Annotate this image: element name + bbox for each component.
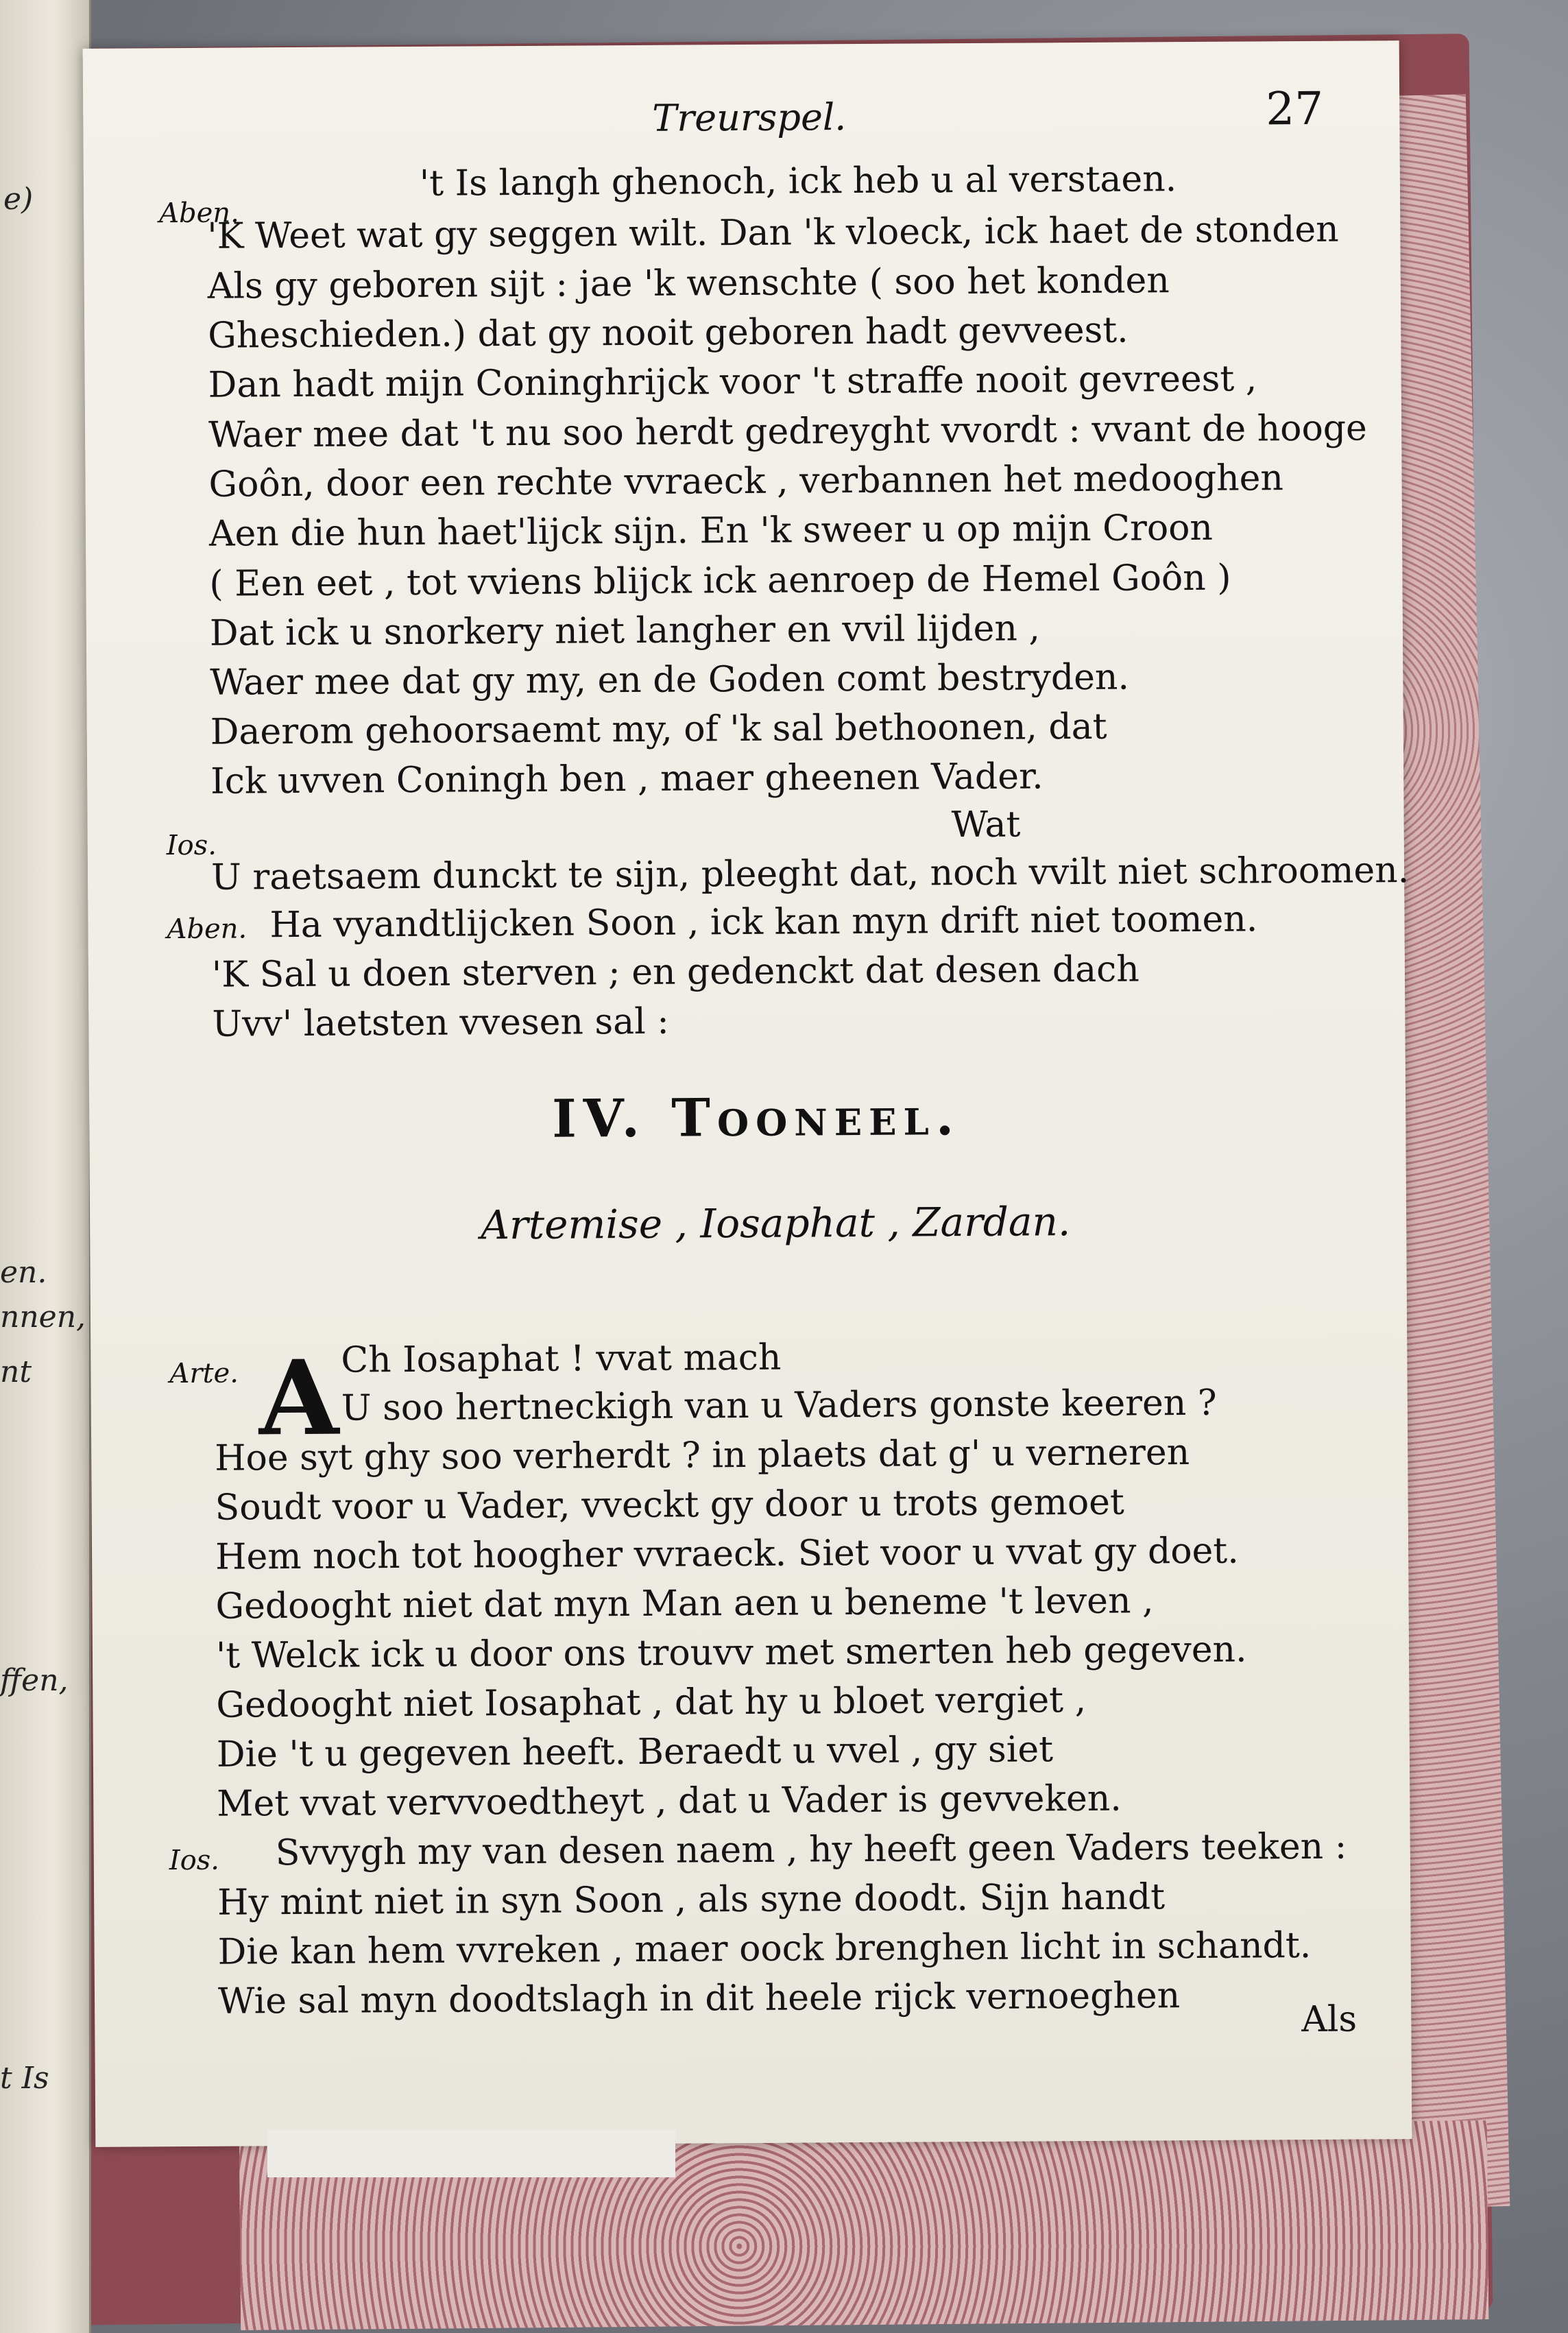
left-page-edge xyxy=(0,0,91,2333)
speaker-label: Ios. xyxy=(169,1844,220,1877)
verse-line: Waer mee dat gy my, en de Goden comt bestryden. xyxy=(210,656,1130,704)
verse-line: Wat xyxy=(951,804,1021,846)
book-page xyxy=(83,40,1412,2147)
verse-line: Met vvat vervvoedtheyt , dat u Vader is gevveken. xyxy=(217,1778,1122,1825)
verse-line: Ch Iosaphat ! vvat mach xyxy=(341,1337,782,1381)
verse-line: Gedooght niet Iosaphat , dat hy u bloet vergiet , xyxy=(216,1679,1087,1726)
left-fragment: t Is xyxy=(0,2061,49,2096)
verse-line: 't Is langh ghenoch, ick heb u al verstaen. xyxy=(419,158,1177,204)
verse-line: Als gy geboren sijt : jae 'k wenschte ( soo het konden xyxy=(207,260,1170,307)
scene-heading: IV. Tooneel. xyxy=(551,1086,961,1149)
verse-line: ( Een eet , tot vviens blijck ick aenroep de Hemel Goôn ) xyxy=(209,557,1231,605)
verse-line: Ick uvven Coningh ben , maer gheenen Vader. xyxy=(210,756,1044,802)
verse-line: Gheschieden.) dat gy nooit geboren hadt gevveest. xyxy=(208,309,1129,357)
running-head: Treurspel. xyxy=(652,95,847,140)
verse-line: Dat ick u snorkery niet langher en vvil lijden , xyxy=(209,608,1041,654)
verse-line: Waer mee dat 't nu soo herdt gedreyght vvordt : vvant de hooge xyxy=(208,407,1368,456)
drop-capital: A xyxy=(258,1337,339,1459)
speaker-label: Arte. xyxy=(169,1357,239,1390)
verse-line: Aen die hun haet'lijck sijn. En 'k sweer u op mijn Croon xyxy=(208,507,1214,555)
speaker-label: Aben. xyxy=(159,197,239,230)
verse-line: Ha vyandtlijcken Soon , ick kan myn drift niet toomen. xyxy=(269,898,1258,946)
cast-line: Artemise , Iosaphat , Zardan. xyxy=(480,1198,1071,1249)
verse-line: Gedooght niet dat myn Man aen u beneme 't leven , xyxy=(215,1580,1154,1627)
verse-line: Wie sal myn doodtslagh in dit heele rijck vernoeghen xyxy=(217,1975,1181,2022)
verse-line: Die kan hem vvreken , maer oock brenghen licht in schandt. xyxy=(217,1925,1312,1973)
verse-line: 't Welck ick u door ons trouvv met smerten heb gegeven. xyxy=(215,1629,1247,1677)
verse-line: 'K Weet wat gy seggen wilt. Dan 'k vloeck, ick haet de stonden xyxy=(207,208,1339,257)
blank-strip xyxy=(267,2129,675,2177)
speaker-label: Ios. xyxy=(166,829,217,862)
page-number: 27 xyxy=(1266,82,1324,136)
left-fragment: ffen, xyxy=(0,1663,69,1698)
left-fragment: nt xyxy=(0,1354,32,1389)
verse-line: 'K Sal u doen sterven ; en gedenckt dat desen dach xyxy=(211,948,1140,996)
left-fragment: e) xyxy=(3,182,34,217)
verse-line: Hoe syt ghy soo verherdt ? in plaets dat g' u verneren xyxy=(215,1432,1190,1479)
left-fragment: nnen, xyxy=(0,1300,86,1335)
verse-line: Goôn, door een rechte vvraeck , verbannen het medooghen xyxy=(208,457,1284,505)
catchword: Als xyxy=(1301,1998,1358,2041)
verse-line: Dan hadt mijn Coninghrijck voor 't straffe nooit gevreest , xyxy=(208,358,1257,406)
verse-line: Svvygh my van desen naem , hy heeft geen Vaders teeken : xyxy=(275,1826,1347,1874)
verse-line: Uvv' laetsten vvesen sal : xyxy=(212,1001,669,1045)
verse-line: U raetsaem dunckt te sijn, pleeght dat, noch vvilt niet schroomen. xyxy=(210,850,1410,898)
verse-line: Hem noch tot hoogher vvraeck. Siet voor u vvat gy doet. xyxy=(215,1530,1239,1578)
verse-line: Hy mint niet in syn Soon , als syne doodt. Sijn handt xyxy=(217,1876,1166,1924)
verse-line: Soudt voor u Vader, vveckt gy door u trots gemoet xyxy=(215,1481,1125,1529)
left-fragment: en. xyxy=(0,1255,47,1290)
verse-line: U soo hertneckigh van u Vaders gonste keeren ? xyxy=(341,1382,1217,1429)
speaker-label: Aben. xyxy=(167,913,248,946)
verse-line: Die 't u gegeven heeft. Beraedt u vvel , gy siet xyxy=(216,1729,1054,1775)
verse-line: Daerom gehoorsaemt my, of 'k sal bethoonen, dat xyxy=(210,706,1107,753)
